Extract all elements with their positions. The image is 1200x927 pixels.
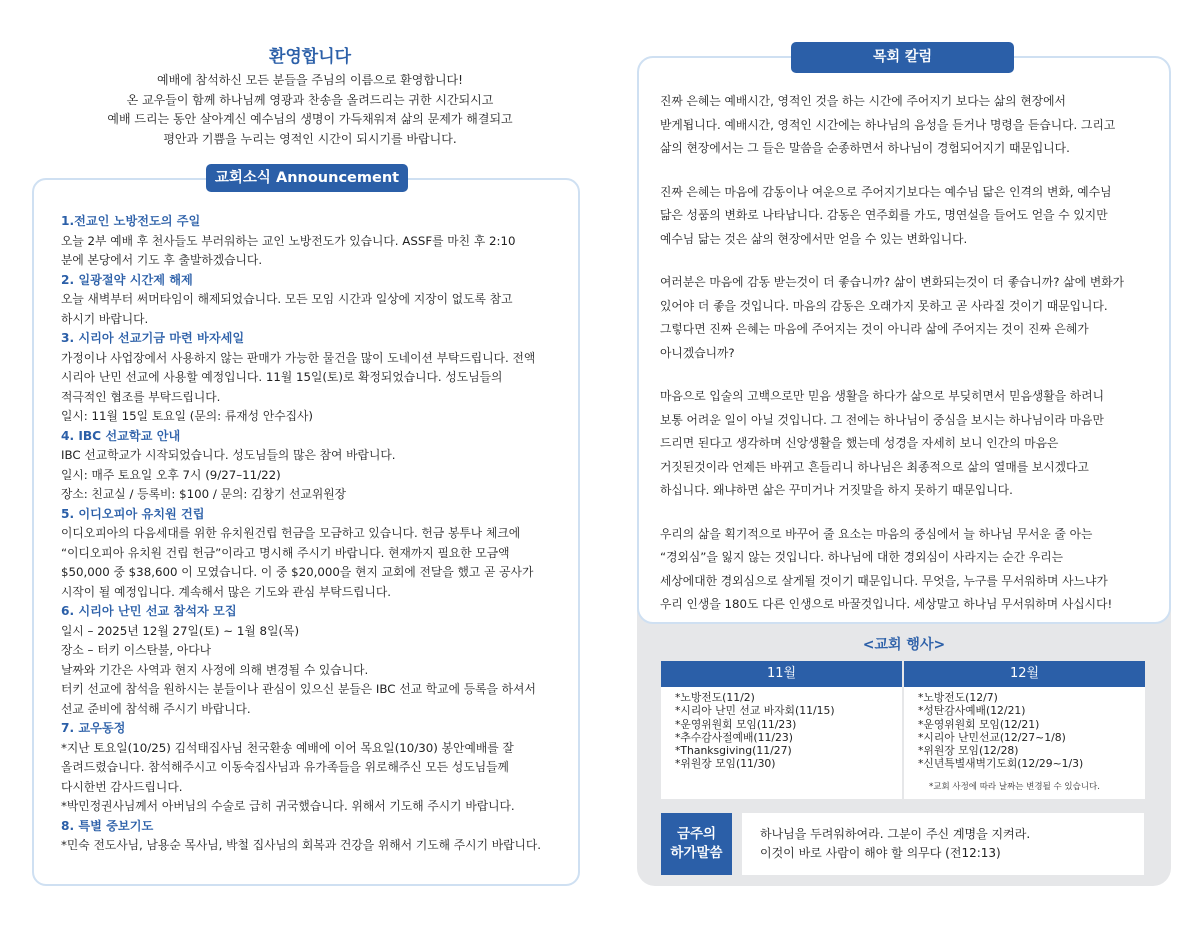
- event-item: *위원장 모임(12/28): [918, 744, 1019, 758]
- verse-text-line: 하나님을 두려워하여라. 그분이 주신 계명을 지켜라.: [760, 827, 1031, 841]
- welcome-title: 환영합니다: [268, 47, 352, 67]
- announcement-body: *지난 토요일(10/25) 김석태집사님 천국환송 예배에 이어 목요일(10/30) 봉안예배를 잘 올려드렸습니다. 참석해주시고 이동숙집사님과 유가족들을 위로해주신 모든 성도님들께 다시한번 감사드립니다. *박민정권사님께서 아버님의 수술로 급히 귀국했습니다. 위해서 기도해 주시기 바랍니다.: [61, 740, 515, 813]
- event-item: *성탄감사예배(12/21): [918, 704, 1026, 718]
- announcement-heading: 8. 특별 중보기도: [61, 818, 154, 833]
- verse-label-line: 금주의: [676, 826, 717, 842]
- announcement-body: 오늘 새벽부터 써머타임이 해제되었습니다. 모든 모임 시간과 일상에 지장이 없도록 참고 하시기 바랍니다.: [61, 292, 513, 326]
- events-title: <교회 행사>: [862, 637, 946, 653]
- welcome-line: 평안과 기쁨을 누리는 영적인 시간이 되시기를 바랍니다.: [163, 131, 457, 146]
- announcement-title: 교회소식 Announcement: [206, 164, 408, 192]
- event-item: *시리아 난민 선교 바자회(11/15): [675, 704, 835, 718]
- column-paragraph: 우리의 삶을 획기적으로 바꾸어 줄 요소는 마음의 중심에서 늘 하나님 무서운 줄 아는 “경외심”을 잃지 않는 것입니다. 하나님에 대한 경외심이 사라지는 순간 우리는 세상에대한 경외심으로 살게될 것이기 때문입니다. 무엇을, 누구를 무서워하며 사느냐가 우리 인생을 180도 다른 인생으로 바꿀것입니다. 세상말고 하나님 무서워하며 사십시다!: [660, 526, 1113, 611]
- events-month-header: 12월: [904, 661, 1145, 687]
- announcement-item: [61, 719, 573, 817]
- announcement-item: [61, 427, 573, 505]
- column-paragraph: 마음으로 입술의 고백으로만 믿음 생활을 하다가 삶으로 부딪히면서 믿음생활을 하려니 보통 어려운 일이 아닐 것입니다. 그 전에는 하나님이 중심을 보시는 하나님이라 마음만 드리면 된다고 생각하며 신앙생활을 했는데 성경을 자세히 보니 인간의 마음은 거짓된것이라 언제든 바뀌고 흔들리니 하나님은 최종적으로 삶의 열매를 보시겠다고 하십니다. 왜냐하면 삶은 꾸미거나 거짓말을 하지 못하기 때문입니다.: [660, 389, 1104, 497]
- column-paragraph: 여러분은 마음에 감동 받는것이 더 좋습니까? 삶이 변화되는것이 더 좋습니까? 삶에 변화가 있어야 더 좋을 것입니다. 마음의 감동은 오래가지 못하고 곧 사라질 것이기 때문입니다. 그렇다면 진짜 은혜는 마음에 주어지는 것이 아니라 삶에 주어지는 것이 진짜 은혜가 아니겠습니까?: [660, 275, 1125, 360]
- announcement-body: 오늘 2부 예배 후 천사들도 부러워하는 교인 노방전도가 있습니다. ASSF를 마친 후 2:10 분에 본당에서 기도 후 출발하겠습니다.: [61, 233, 516, 267]
- announcement-item: [61, 329, 573, 427]
- announcement-body: 이디오피아의 다음세대를 위한 유치원건립 헌금을 모금하고 있습니다. 헌금 봉투나 체크에 “이디오피아 유치원 건립 헌금”이라고 명시해 주시기 바랍니다. 현재까지 필요한 모금액 $50,000 중 $38,600 이 모였습니다. 이 중 $20,000을 현지 교회에 전달을 했고 곧 공사가 시작이 될 예정입니다. 계속해서 많은 기도와 관심 부탁드립니다.: [61, 526, 534, 599]
- event-item: *추수감사절예배(11/23): [675, 730, 793, 744]
- announcement-heading: 3. 시리아 선교기금 마련 바자세일: [61, 331, 245, 345]
- announcement-body: 가정이나 사업장에서 사용하지 않는 판매가 가능한 물건을 많이 도네이션 부탁드립니다. 전액 시리아 난민 선교에 사용할 예정입니다. 11월 15일(토)로 확정되었습니다. 성도님들의 적극적인 협조를 부탁드립니다. 일시: 11월 15일 토요일 (문의: 류재성 안수집사): [61, 350, 536, 423]
- events-month-header: 11월: [661, 661, 902, 687]
- event-item: *노방전도(12/7): [918, 691, 998, 704]
- welcome-line: 예배 드리는 동안 살아계신 예수님의 생명이 가득채워져 삶의 문제가 해결되고: [107, 112, 513, 126]
- announcement-item: [61, 505, 573, 603]
- announcement-item: [61, 817, 573, 856]
- announcement-item: [61, 271, 573, 330]
- column-title: 목회 칼럼: [791, 42, 1014, 73]
- announcement-heading: 5. 이디오피아 유치원 건립: [61, 506, 205, 521]
- event-item: *노방전도(11/2): [675, 691, 755, 704]
- event-item: *신년특별새벽기도회(12/29~1/3): [918, 757, 1084, 771]
- column-paragraph: 진짜 은혜는 예배시간, 영적인 것을 하는 시간에 주어지기 보다는 삶의 현장에서 받게됩니다. 예배시간, 영적인 시간에는 하나님의 음성을 듣거나 명령을 듣습니다. 그리고 삶의 현장에서는 그 들은 말씀을 순종하면서 하나님이 경험되어지기 때문입니다.: [660, 94, 1116, 155]
- announcement-body: 일시 – 2025년 12월 27일(토) ~ 1월 8일(목) 장소 – 터키 이스탄불, 아다나 날짜와 기간은 사역과 현지 사정에 의해 변경될 수 있습니다. 터키 선교에 참석을 원하시는 분들이나 관심이 있으신 분들은 IBC 선교 학교에 등록을 하셔서 선교 준비에 참석해 주시기 바랍니다.: [61, 623, 536, 716]
- event-item: *위원장 모임(11/30): [675, 757, 776, 771]
- column-text: [660, 90, 1160, 637]
- welcome-line: 온 교우들이 함께 하나님께 영광과 찬송을 올려드리는 귀한 시간되시고: [126, 92, 494, 107]
- events-november: [661, 661, 902, 799]
- event-item: *운영위원회 모임(12/21): [918, 717, 1040, 731]
- announcement-heading: 7. 교우동정: [61, 721, 126, 735]
- announcement-heading: 1.전교인 노방전도의 주일: [61, 214, 201, 228]
- announcement-heading: 2. 일광절약 시간제 해제: [61, 272, 193, 287]
- announcement-item: [61, 212, 573, 271]
- announcement-body: IBC 선교학교가 시작되었습니다. 성도님들의 많은 참여 바랍니다. 일시: 매주 토요일 오후 7시 (9/27–11/22) 장소: 친교실 / 등록비: $100 / 문의: 김창기 선교위원장: [61, 448, 396, 501]
- announcement-heading: 6. 시리아 난민 선교 참석자 모집: [61, 604, 237, 618]
- event-item: *시리아 난민선교(12/27~1/8): [918, 730, 1066, 744]
- column-paragraph: 진짜 은혜는 마음에 감동이나 여운으로 주어지기보다는 예수님 닮은 인격의 변화, 예수님 닮은 성품의 변화로 나타납니다. 감동은 연주회를 가도, 명연설을 들어도 얻을 수 있지만 예수님 닮는 것은 삶의 현장에서만 얻을 수 있는 변화입니다.: [660, 184, 1112, 246]
- events-december: [904, 661, 1145, 799]
- verse-box: [742, 813, 1144, 875]
- announcement-body: *민숙 전도사님, 남용순 목사님, 박철 집사님의 회복과 건강을 위해서 기도해 주시기 바랍니다.: [61, 838, 542, 852]
- announcement-item: [61, 602, 573, 719]
- verse-label: [661, 813, 732, 875]
- verse-text-line: 이것이 바로 사람이 해야 할 의무다 (전12:13): [760, 846, 1001, 860]
- welcome-section: [40, 42, 580, 149]
- events-note: *교회 사정에 따라 날짜는 변경될 수 있습니다.: [929, 782, 1100, 792]
- announcement-list: [61, 212, 573, 856]
- events-list: [661, 687, 902, 799]
- event-item: *Thanksgiving(11/27): [675, 744, 792, 758]
- event-item: *운영위원회 모임(11/23): [675, 717, 797, 731]
- announcement-heading: 4. IBC 선교학교 안내: [61, 428, 181, 443]
- welcome-line: 예배에 참석하신 모든 분들을 주님의 이름으로 환영합니다!: [157, 73, 463, 87]
- verse-label-line: 하가말씀: [670, 845, 723, 861]
